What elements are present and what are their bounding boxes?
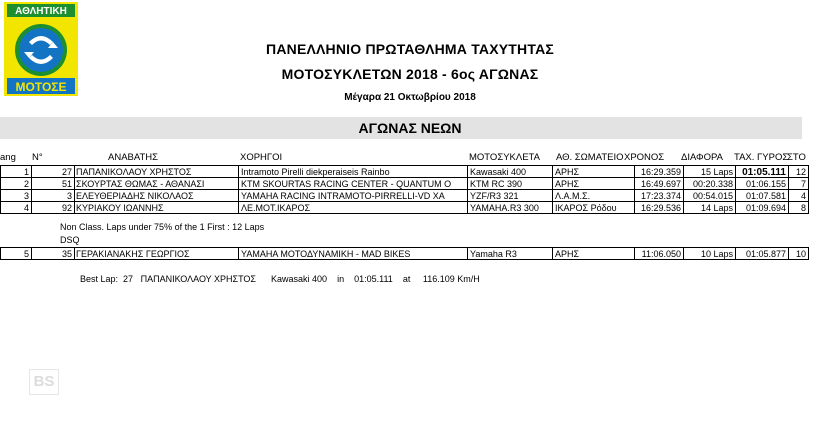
cell-lap: 4 [800, 191, 806, 201]
cell-sponsor: YAMAHA ΜΟΤΟΔΥΝΑΜΙΚΗ - MAD BIKES [241, 249, 411, 259]
cell-no: 3 [66, 191, 72, 201]
cell-bike: Yamaha R3 [470, 249, 517, 259]
cell-gap: 00:54.015 [692, 191, 733, 201]
col-best: ΤΑΧ. ΓΥΡΟΣ [734, 152, 789, 163]
cell-rank: 3 [23, 191, 29, 201]
cell-lap: 8 [800, 203, 806, 213]
cell-best: 01:05.111 [742, 167, 786, 178]
cell-gap: 14 Laps [700, 203, 733, 213]
best-lap-no: 27 [123, 274, 134, 284]
cell-sponsor: Intramoto Pirelli diekperaiseis Rainbo [241, 167, 390, 177]
col-sponsor: ΧΟΡΗΓΟΙ [240, 152, 283, 163]
cell-best: 01:06.155 [745, 179, 786, 189]
cell-time: 11:06.050 [641, 249, 681, 259]
cell-no: 51 [61, 179, 72, 189]
table-header [0, 151, 820, 165]
table-row [0, 179, 820, 190]
table-row [0, 191, 820, 202]
cell-rider: ΓΕΡΑΚΙΑΝΑΚΗΣ ΓΕΩΡΓΙΟΣ [76, 249, 190, 259]
col-gap: ΔΙΑΦΟΡΑ [681, 152, 723, 163]
cell-bike: KTM RC 390 [470, 179, 523, 189]
cell-best: 01:05.877 [745, 249, 786, 259]
col-rank: ang [0, 152, 16, 163]
cell-gap: 00:20.338 [692, 179, 733, 189]
cell-club: ΑΡΗΣ [555, 249, 580, 259]
rule [0, 247, 809, 248]
col-lap: ΣΤΟ [787, 152, 806, 163]
race-banner [0, 117, 802, 139]
cell-time: 16:49.697 [640, 179, 681, 189]
championship-title: ΠΑΝΕΛΛΗΝΙΟ ΠΡΩΤΑΘΛΗΜΑ ΤΑΧΥΤΗΤΑΣ [266, 41, 554, 57]
cell-best: 01:09.694 [745, 203, 786, 213]
cell-best: 01:07.581 [745, 191, 786, 201]
col-club: ΑΘ. ΣΩΜΑΤΕΙΟ [556, 152, 624, 163]
cell-club: Λ.Α.Μ.Σ. [555, 191, 591, 201]
cell-rank: 1 [23, 167, 29, 177]
cell-lap: 12 [795, 167, 806, 177]
cell-no: 35 [61, 249, 72, 259]
cell-rider: ΚΥΡΙΑΚΟΥ ΙΩΑΝΝΗΣ [76, 203, 164, 213]
logo-top-text: ΑΘΛΗΤΙΚΗ [15, 6, 67, 17]
cell-bike: YZF/R3 321 [470, 191, 519, 201]
cell-club: ΙΚΑΡΟΣ Ρόδου [555, 203, 617, 213]
cell-time: 16:29.536 [640, 203, 681, 213]
cell-bike: YAMAHA.R3 300 [470, 203, 539, 213]
cell-sponsor: YAMAHA RACING INTRAMOTO-PIRRELLI-VD XA [241, 191, 445, 201]
cell-rider: ΠΑΠΑΝΙΚΟΛΑΟΥ ΧΡΗΣΤΟΣ [76, 167, 192, 177]
cell-bike: Kawasaki 400 [470, 167, 527, 177]
table-row [0, 203, 820, 214]
cell-time: 17:23.374 [640, 191, 681, 201]
dsq-note: DSQ [60, 235, 80, 245]
event-date: Μέγαρα 21 Οκτωβρίου 2018 [344, 92, 476, 103]
best-lap-rider: ΠΑΠΑΝΙΚΟΛΑΟΥ ΧΡΗΣΤΟΣ [140, 274, 256, 284]
cell-lap: 7 [800, 179, 806, 189]
cell-time: 16:29.359 [640, 167, 681, 177]
col-bike: ΜΟΤΟΣΥΚΛΕΤΑ [469, 152, 540, 163]
col-no: N° [32, 152, 43, 163]
cell-lap: 10 [795, 249, 806, 259]
best-lap-bike: Kawasaki 400 [271, 274, 328, 284]
best-lap-time: 01:05.111 [354, 274, 393, 284]
best-lap-line [80, 274, 480, 284]
cell-no: 92 [61, 203, 72, 213]
race-title: ΑΓΩΝΑΣ ΝΕΩΝ [358, 120, 462, 136]
rule [0, 165, 809, 166]
best-lap-label: Best Lap: [80, 274, 119, 284]
table-row [0, 167, 820, 178]
cell-sponsor: ΛΕ.ΜΟΤ.ΙΚΑΡΟΣ [241, 203, 311, 213]
nonclass-note: Non Class. Laps under 75% of the 1 First : 12 Laps [60, 222, 265, 232]
best-lap-at: at [402, 274, 411, 284]
event-title: ΜΟΤΟΣΥΚΛΕΤΩΝ 2018 - 6ος ΑΓΩΝΑΣ [281, 66, 539, 82]
cell-club: ΑΡΗΣ [555, 167, 580, 177]
watermark: BS [29, 369, 59, 395]
cell-rider: ΣΚΟΥΡΤΑΣ ΘΩΜΑΣ - ΑΘΑΝΑΣΙ [76, 179, 205, 189]
cell-gap: 10 Laps [700, 249, 733, 259]
best-lap-in: in [337, 274, 345, 284]
cell-no: 27 [61, 167, 72, 177]
col-rider: ΑΝΑΒΑΤΗΣ [108, 152, 159, 163]
cell-rank: 4 [23, 203, 29, 213]
table-row [0, 249, 820, 260]
best-lap-speed: 116.109 Km/H [422, 274, 480, 284]
cell-sponsor: KTM SKOURTAS RACING CENTER - QUANTUM O [241, 179, 452, 189]
cell-gap: 15 Laps [700, 167, 733, 177]
cell-rank: 2 [23, 179, 29, 189]
col-time: ΧΡΟΝΟΣ [624, 152, 665, 163]
logo-bottom-text: ΜΟΤΟΣΕ [15, 80, 67, 94]
cell-club: ΑΡΗΣ [555, 179, 580, 189]
cell-rank: 5 [23, 249, 29, 259]
cell-rider: ΕΛΕΥΘΕΡΙΑΔΗΣ ΝΙΚΟΛΑΟΣ [76, 191, 194, 201]
